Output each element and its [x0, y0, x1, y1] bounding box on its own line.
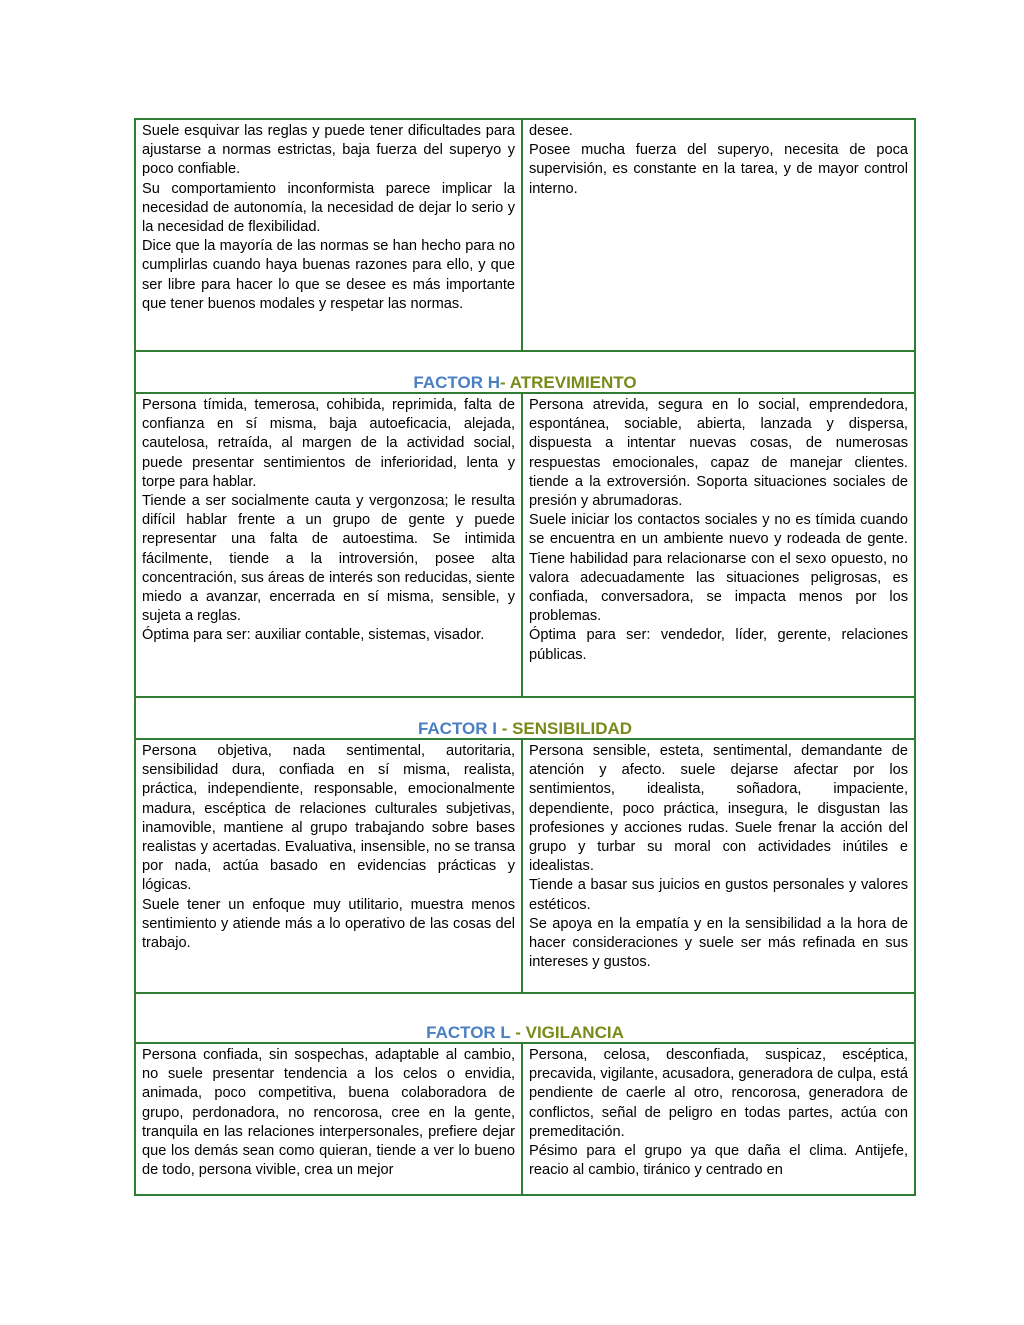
table-row	[135, 119, 915, 351]
document-page	[134, 118, 908, 1196]
paragraph: Tiende a basar sus juicios en gustos personales y valores estéticos.	[529, 877, 908, 913]
factor-i-high-description	[522, 739, 915, 993]
factor-trait: - SENSIBILIDAD	[496, 719, 633, 738]
personality-factors-table	[134, 118, 916, 1196]
table-row	[135, 393, 915, 697]
factor-g-low-description	[135, 119, 522, 351]
paragraph: Su comportamiento inconformista parece implicar la necesidad de autonomía, la necesidad de dejar lo serio y la necesidad de flexibilidad.	[142, 180, 515, 236]
paragraph: Óptima para ser: auxiliar contable, sistemas, visador.	[142, 627, 485, 644]
paragraph: Persona atrevida, segura en lo social, emprendedora, espontánea, sociable, abierta, lanzada y dispersa, dispuesta a intentar nuevas cosas, de numerosas respuestas emocionales, capaz de manejar clientes. tiende a la extroversión. Soporta situaciones sociales de presión y abrumadoras.	[529, 397, 908, 510]
factor-l-low-description	[135, 1043, 522, 1195]
paragraph: Persona objetiva, nada sentimental, autoritaria, sensibilidad dura, confiada en sí misma, realista, práctica, independiente, responsable, emocionalmente madura, escéptica de relaciones culturales subjetivas, inamovible, mantiene al grupo trabajando sobre bases realistas y acertadas. Evaluativa, insensible, no se transa por nada, actúa basado en evidencias prácticas y lógicas.	[142, 743, 515, 894]
factor-i-heading	[135, 697, 915, 739]
factor-i-low-description	[135, 739, 522, 993]
table-row	[135, 697, 915, 739]
table-row	[135, 1043, 915, 1195]
factor-g-high-description	[522, 119, 915, 351]
paragraph: Persona confiada, sin sospechas, adaptable al cambio, no suele presentar tendencia a los celos o envidia, animada, poco competitiva, buena colaboradora de grupo, perdonadora, no rencorosa, cree en la gente, tranquila en las relaciones interpersonales, prefiere dejar que los demás sean como quieran, tiende a ver lo bueno de todo, persona vivible, crea un mejor	[142, 1047, 515, 1179]
paragraph: Suele esquivar las reglas y puede tener dificultades para ajustarse a normas estrictas, baja fuerza del superyo y poco confiable.	[142, 123, 515, 178]
paragraph: Suele iniciar los contactos sociales y no es tímida cuando se encuentra en un ambiente nuevo y rodeada de gente. Tiene habilidad para relacionarse con el sexo opuesto, no valora adecuadamente las situaciones peligrosas, es confiada, conversadora, se impacta menos por los problemas.	[529, 512, 908, 625]
factor-l-heading	[135, 993, 915, 1043]
factor-name: FACTOR L	[426, 1023, 511, 1042]
paragraph: Óptima para ser: vendedor, líder, gerente, relaciones públicas.	[529, 627, 908, 663]
paragraph: Se apoya en la empatía y en la sensibilidad a la hora de hacer consideraciones y suele ser más refinada en sus intereses y gustos.	[529, 915, 908, 971]
paragraph: Posee mucha fuerza del superyo, necesita de poca supervisión, es constante en la tarea, y de mayor control interno.	[529, 142, 908, 197]
factor-h-low-description	[135, 393, 522, 697]
factor-name: FACTOR I	[417, 719, 497, 738]
paragraph: Persona, celosa, desconfiada, suspicaz, escéptica, precavida, vigilante, acusadora, generadora de culpa, está pendiente de caerle al otro, rencorosa, generadora de conflictos, señal de peligro en todas partes, actúa con premeditación.	[529, 1047, 908, 1140]
table-row	[135, 993, 915, 1043]
paragraph: Pésimo para el grupo ya que daña el clima. Antijefe, reacio al cambio, tiránico y centrado en	[529, 1143, 908, 1179]
paragraph: Dice que la mayoría de las normas se han hecho para no cumplirlas cuando haya buenas razones para ello, y que ser libre para hacer lo que se desee es más importante que tener buenos modales y respetar las normas.	[142, 238, 515, 312]
factor-trait: - VIGILANCIA	[510, 1023, 624, 1042]
table-row	[135, 351, 915, 393]
paragraph: desee.	[529, 123, 573, 139]
factor-name: FACTOR H	[413, 373, 500, 392]
paragraph: Suele tener un enfoque muy utilitario, muestra menos sentimiento y atiende más a lo operativo de las cosas del trabajo.	[142, 896, 515, 952]
factor-l-high-description	[522, 1043, 915, 1195]
factor-h-high-description	[522, 393, 915, 697]
paragraph: Persona sensible, esteta, sentimental, demandante de atención y afecto. suele dejarse afectar por los sentimientos, idealista, soñadora, impaciente, dependiente, poco práctica, insegura, le disgustan las profesiones y acciones rudas. Suele frenar la acción del grupo y turbar su moral con actividades inútiles e idealistas.	[529, 743, 908, 875]
paragraph: Tiende a ser socialmente cauta y vergonzosa; le resulta difícil hablar frente a un grupo de gente y puede representar una falta de autoestima. Se intimida fácilmente, tiende a la introversión, posee alta concentración, sus áreas de interés son reducidas, siente miedo a avanzar, encerrada en sí misma, sensible, y sujeta a reglas.	[142, 493, 515, 625]
paragraph: Persona tímida, temerosa, cohibida, reprimida, falta de confianza en sí misma, baja autoeficacia, alejada, cautelosa, retraída, al margen de la actividad social, puede presentar sentimientos de inferioridad, lenta y torpe para hablar.	[142, 397, 515, 490]
factor-h-heading	[135, 351, 915, 393]
factor-trait: - ATREVIMIENTO	[499, 373, 637, 392]
table-row	[135, 739, 915, 993]
